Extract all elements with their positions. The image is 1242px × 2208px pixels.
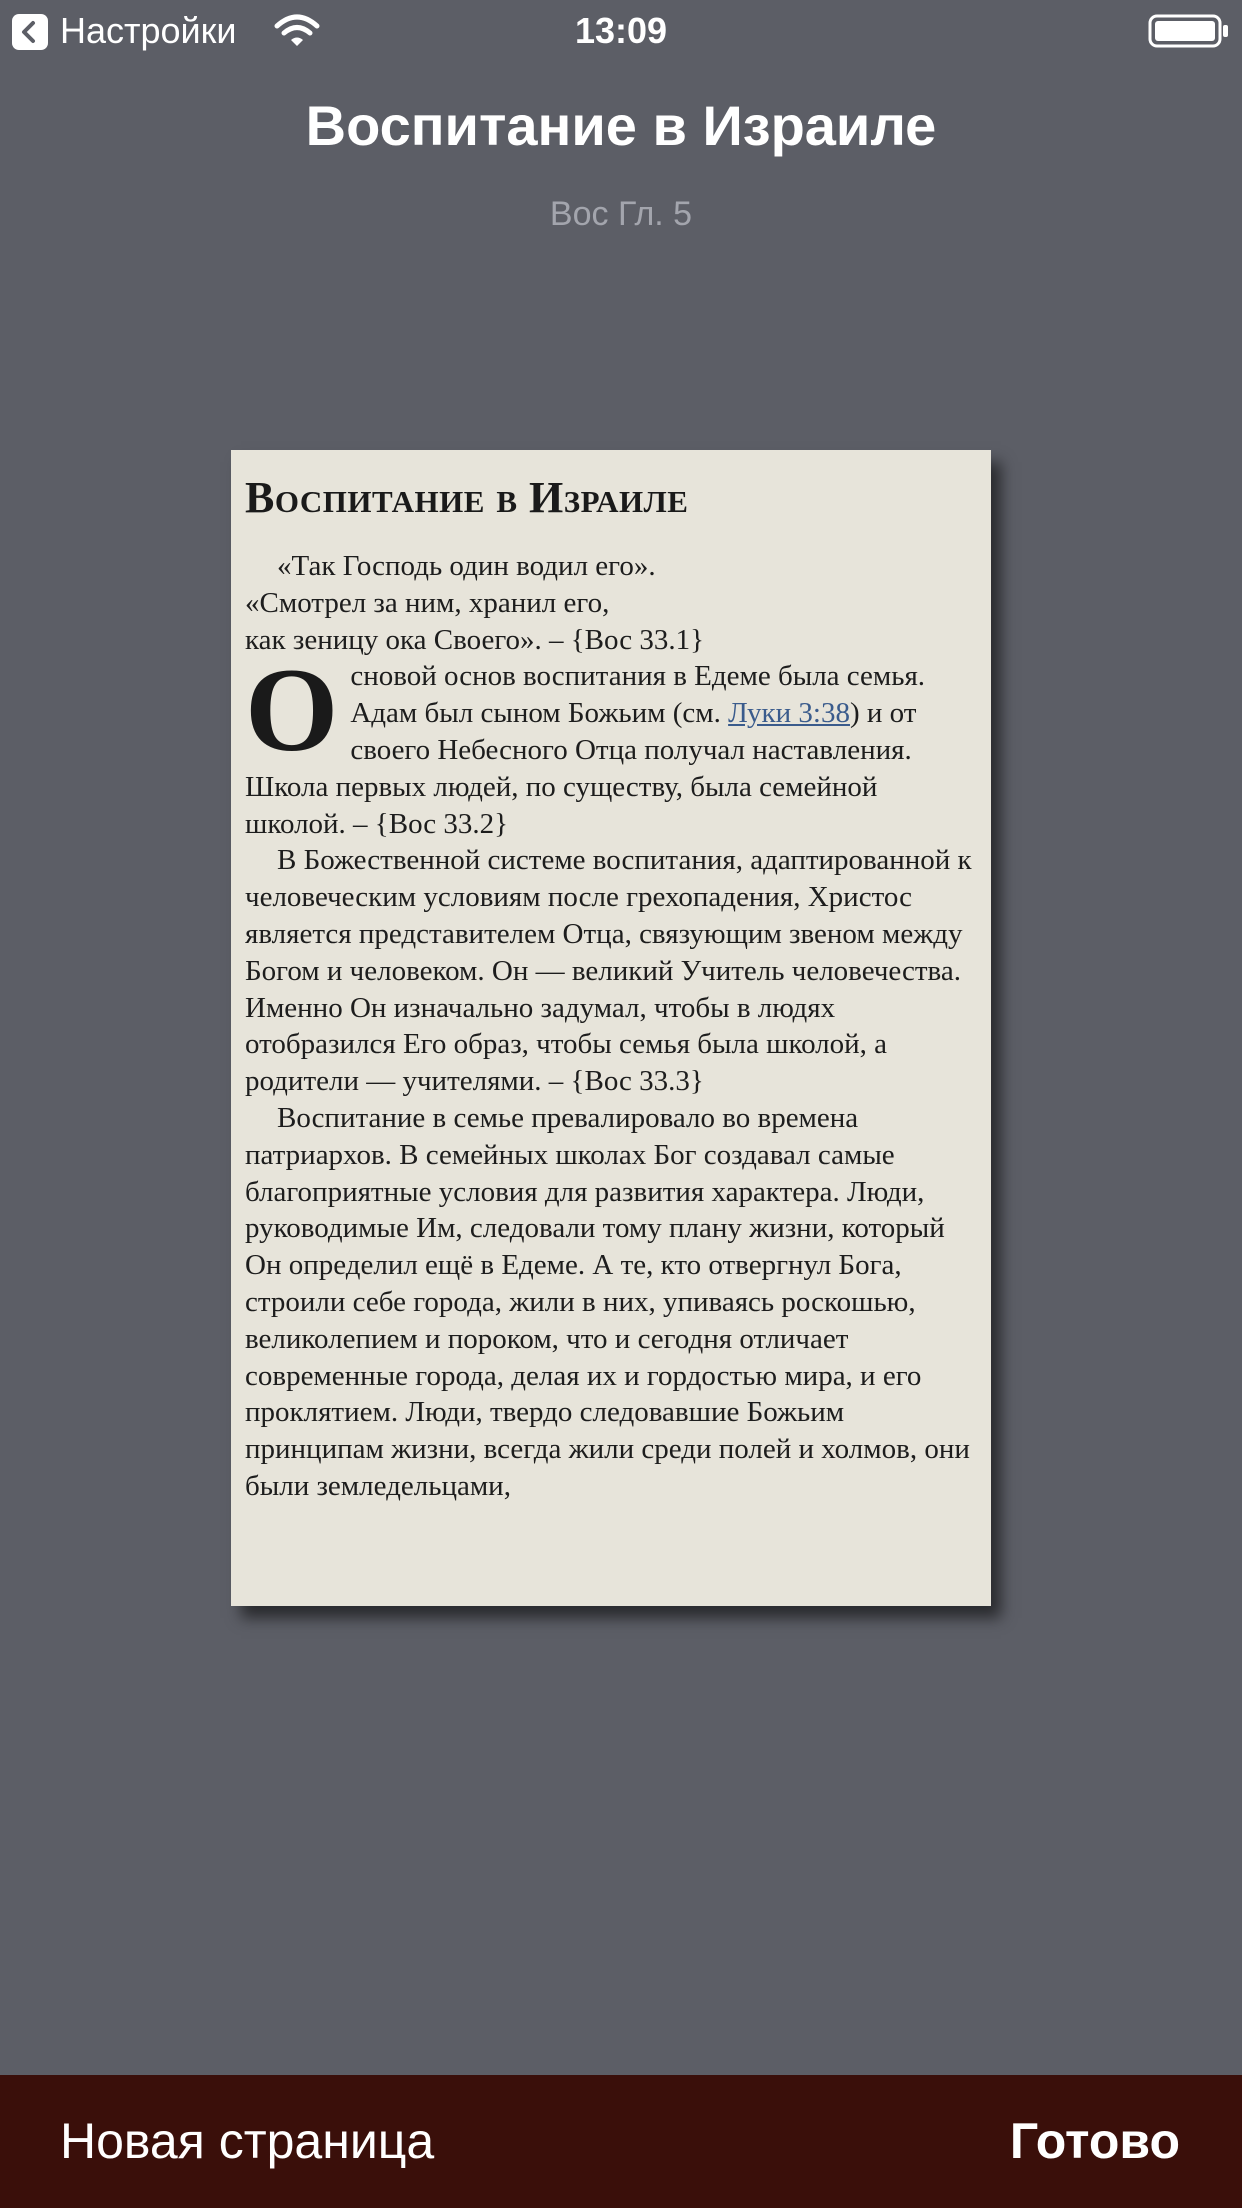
page-subtitle: Вос Гл. 5 [549,195,693,233]
scripture-link[interactable]: Луки 3:38 [728,697,850,730]
paragraph-1 [245,643,981,842]
battery-icon [1148,14,1230,48]
epigraph-line: «Так Господь один водил его». [277,550,656,582]
preview-body [245,548,981,1505]
paragraph-2: В Божественной системе воспитания, адаптированной к человеческим условиям после грехопадения, Христос является представителем Отца, связующим звеном между Богом и человеком. Он — великий Учитель человечества. Именно Он изначально задумал, чтобы в людях отобразился Его образ, чтобы семья была школой, а родители — учителями. – {Вос 33.3} [245,844,972,1098]
status-time: 13:09 [574,10,668,51]
done-button[interactable]: Готово [1009,2113,1180,2169]
epigraph-line: как зеницу ока Своего». – {Вос 33.1} [245,623,705,656]
status-bar [0,0,1242,62]
preview-heading: Воспитание в Израиле [245,473,689,522]
back-label[interactable]: Настройки [60,10,237,51]
bottom-toolbar [0,2075,1242,2208]
drop-cap: О [245,643,339,777]
page-preview[interactable] [231,450,991,1606]
epigraph-line: «Смотрел за ним, хранил его, [245,586,610,619]
paragraph-1-text-a: сновой основ воспитания в Едеме была семья. Адам был сыном Божьим (см. [350,660,926,730]
page-title: Воспитание в Израиле [305,94,937,157]
paragraph-3: Воспитание в семье превалировало во времена патриархов. В семейных школах Бог создавал самые благоприятные условия для развития характера. Люди, руководимые Им, следовали тому плану жизни, который Он определил ещё в Едеме. А те, кто отвергнул Бога, строили себе города, жили в них, упиваясь роскошью, великолепием и пороком, что и сегодня отличает современные города, делая их и гордостью мира, и его проклятием. Люди, твердо следовавшие Божьим принципам жизни, всегда жили среди полей и холмов, они были земледельцами, [245,1101,970,1502]
new-page-button[interactable]: Новая страница [60,2113,435,2169]
paragraph-1-text-b: ) и от своего Небесного Отца получал наставления. Школа первых людей, по существу, была семейной школой. – {Вос 33.2} [245,697,917,840]
